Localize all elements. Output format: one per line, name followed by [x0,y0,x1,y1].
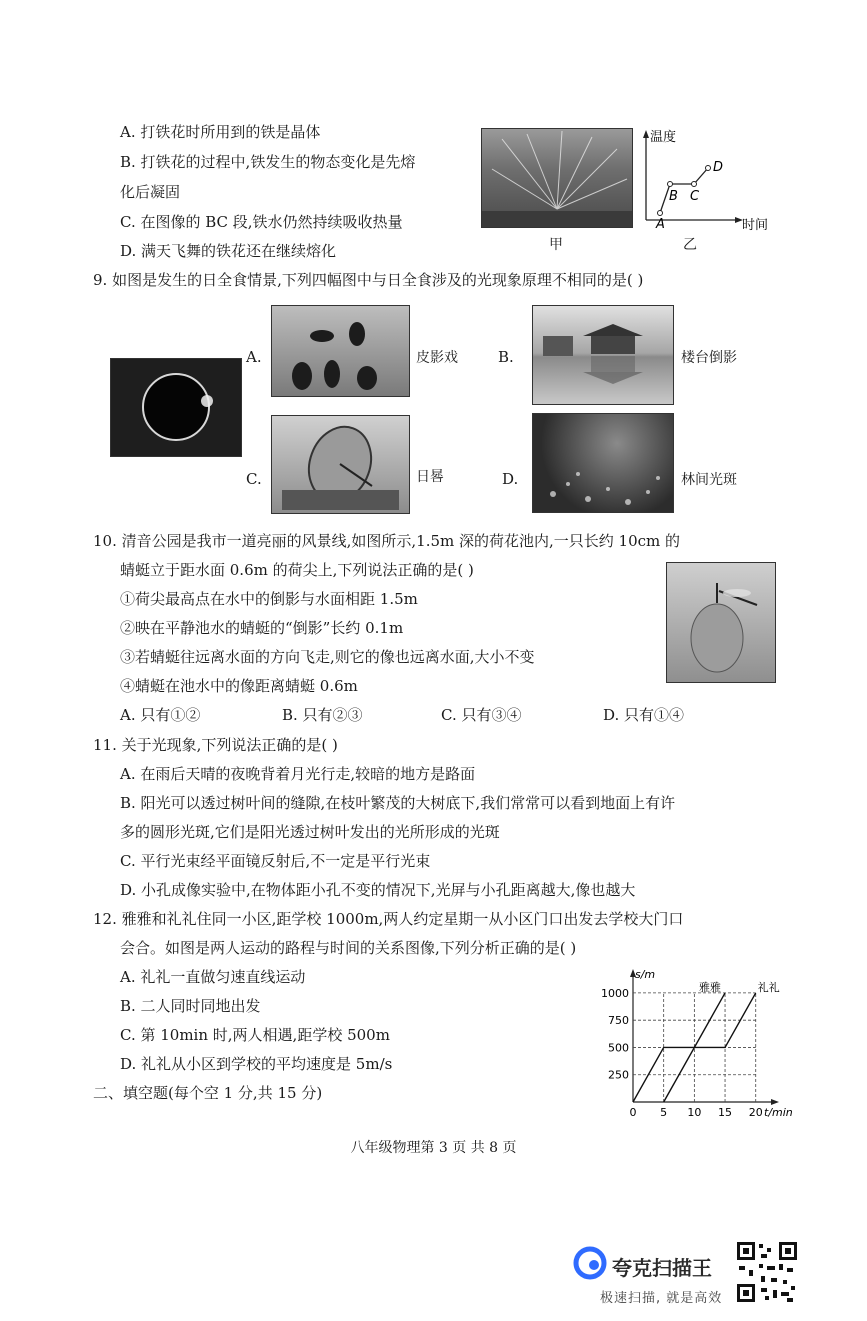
q9-option-b-caption: 楼台倒影 [681,350,737,366]
q8-option-c: C. 在图像的 BC 段,铁水仍然持续吸收热量 [120,213,403,231]
q10-statement-4: ④蜻蜓在池水中的像距离蜻蜓 0.6m [120,677,358,695]
q11-option-d: D. 小孔成像实验中,在物体距小孔不变的情况下,光屏与小孔距离越大,像也越大 [120,881,636,899]
y-tick-label: 750 [608,1014,629,1028]
q9-option-c-caption: 日晷 [416,469,444,485]
point-a-label: A [656,217,665,232]
q11-option-b: B. 阳光可以透过树叶间的缝隙,在枝叶繁茂的大树底下,我们常常可以看到地面上有许 [120,794,676,812]
q12-option-c: C. 第 10min 时,两人相遇,距学校 500m [120,1026,390,1044]
q10-choice-d: D. 只有①④ [603,706,685,724]
shadow-puppet-photo [271,305,410,397]
q9-stem: 9. 如图是发生的日全食情景,下列四幅图中与日全食涉及的光现象原理不相同的是( ) [93,271,644,289]
q12-option-d: D. 礼礼从小区到学校的平均速度是 5m/s [120,1055,393,1073]
x-axis-label: t/min [764,1106,793,1119]
sundial-shape [272,416,409,513]
q10-choice-c: C. 只有③④ [441,706,522,724]
distance-time-chart [595,965,793,1119]
pavilion-reflection-photo [532,305,674,405]
y-tick-label: 1000 [601,986,629,1000]
iron-flower-photo [481,128,633,228]
point-c-label: C [690,189,700,204]
quark-logo-icon [572,1245,608,1281]
pavilion-silhouette [533,306,673,404]
point-b-label: B [669,189,678,204]
q10-statement-1: ①荷尖最高点在水中的倒影与水面相距 1.5m [120,590,418,608]
q12-option-a: A. 礼礼一直做匀速直线运动 [120,968,306,986]
temperature-time-graph [636,125,776,235]
q10-choice-b: B. 只有②③ [282,706,363,724]
q9-option-c-letter: C. [246,470,262,488]
solar-eclipse-photo [110,358,242,457]
eclipse-ring-icon [111,359,241,456]
x-axis-arrow [771,1099,779,1105]
q10-statement-3: ③若蜻蜓往远离水面的方向飞走,则它的像也远离水面,大小不变 [120,648,535,666]
q10-stem-line1: 10. 清音公园是我市一道亮丽的风景线,如图所示,1.5m 深的荷花池内,一只长约 10cm 的 [93,532,681,550]
q11-option-a: A. 在雨后天晴的夜晚背着月光行走,较暗的地方是路面 [120,765,476,783]
q9-option-d-letter: D. [502,470,519,488]
page-footer: 八年级物理第 3 页 共 8 页 [350,1140,517,1156]
q11-option-b-cont: 多的圆形光斑,它们是阳光透过树叶发出的光所形成的光斑 [120,823,500,841]
q8-option-d: D. 满天飞舞的铁花还在继续熔化 [120,242,337,260]
q11-stem: 11. 关于光现象,下列说法正确的是( ) [93,736,338,754]
qr-code-icon [735,1240,799,1304]
forest-light-spots-photo [532,413,674,513]
dragonfly-lotus-photo [666,562,776,683]
q9-option-b-letter: B. [498,348,514,366]
q8-option-b: B. 打铁花的过程中,铁发生的物态变化是先熔 [120,153,416,171]
x-axis-label: 时间 [742,218,769,233]
lotus-dragonfly [667,563,775,682]
iron-flower-sparks [482,129,632,227]
q8-option-b-cont: 化后凝固 [120,183,181,201]
point-d-label: D [713,160,724,175]
q12-stem-line2: 会合。如图是两人运动的路程与时间的关系图像,下列分析正确的是( ) [120,939,577,957]
q10-stem-line2: 蜻蜓立于距水面 0.6m 的荷尖上,下列说法正确的是( ) [120,561,474,579]
section-2-heading: 二、填空题(每个空 1 分,共 15 分) [93,1084,323,1102]
y-axis-label: 温度 [650,130,677,145]
q11-option-c: C. 平行光束经平面镜反射后,不一定是平行光束 [120,852,431,870]
x-tick-label: 15 [718,1106,733,1119]
q12-stem-line1: 12. 雅雅和礼礼住同一小区,距学校 1000m,两人约定星期一从小区门口出发去学校大门口 [93,910,684,928]
fig-jia-caption: 甲 [549,237,563,253]
q9-option-d-caption: 林间光斑 [681,472,737,488]
x-tick-label: 5 [660,1106,668,1119]
light-spots [533,414,673,512]
fig-yi-caption: 乙 [683,237,697,253]
brand-slogan: 极速扫描, 就是高效 [600,1291,723,1306]
brand-name: 夸克扫描王 [612,1256,712,1280]
x-tick-label: 0 [629,1106,637,1119]
y-tick-label: 500 [608,1041,629,1055]
q12-option-b: B. 二人同时同地出发 [120,997,261,1015]
q9-option-a-letter: A. [246,348,262,366]
series-label-1: 雅雅 [699,980,722,994]
series-label-2: 礼礼 [757,980,780,994]
sundial-photo [271,415,410,514]
y-axis-label: s/m [635,968,656,981]
q8-option-a: A. 打铁花时所用到的铁是晶体 [120,123,321,141]
x-tick-label: 10 [687,1106,702,1119]
q10-choice-a: A. 只有①② [120,706,201,724]
x-tick-label: 20 [748,1106,763,1119]
puppet-figures [272,306,409,396]
q9-option-a-caption: 皮影戏 [416,350,458,366]
q10-statement-2: ②映在平静池水的蜻蜓的“倒影”长约 0.1m [120,619,404,637]
y-tick-label: 250 [608,1068,629,1082]
